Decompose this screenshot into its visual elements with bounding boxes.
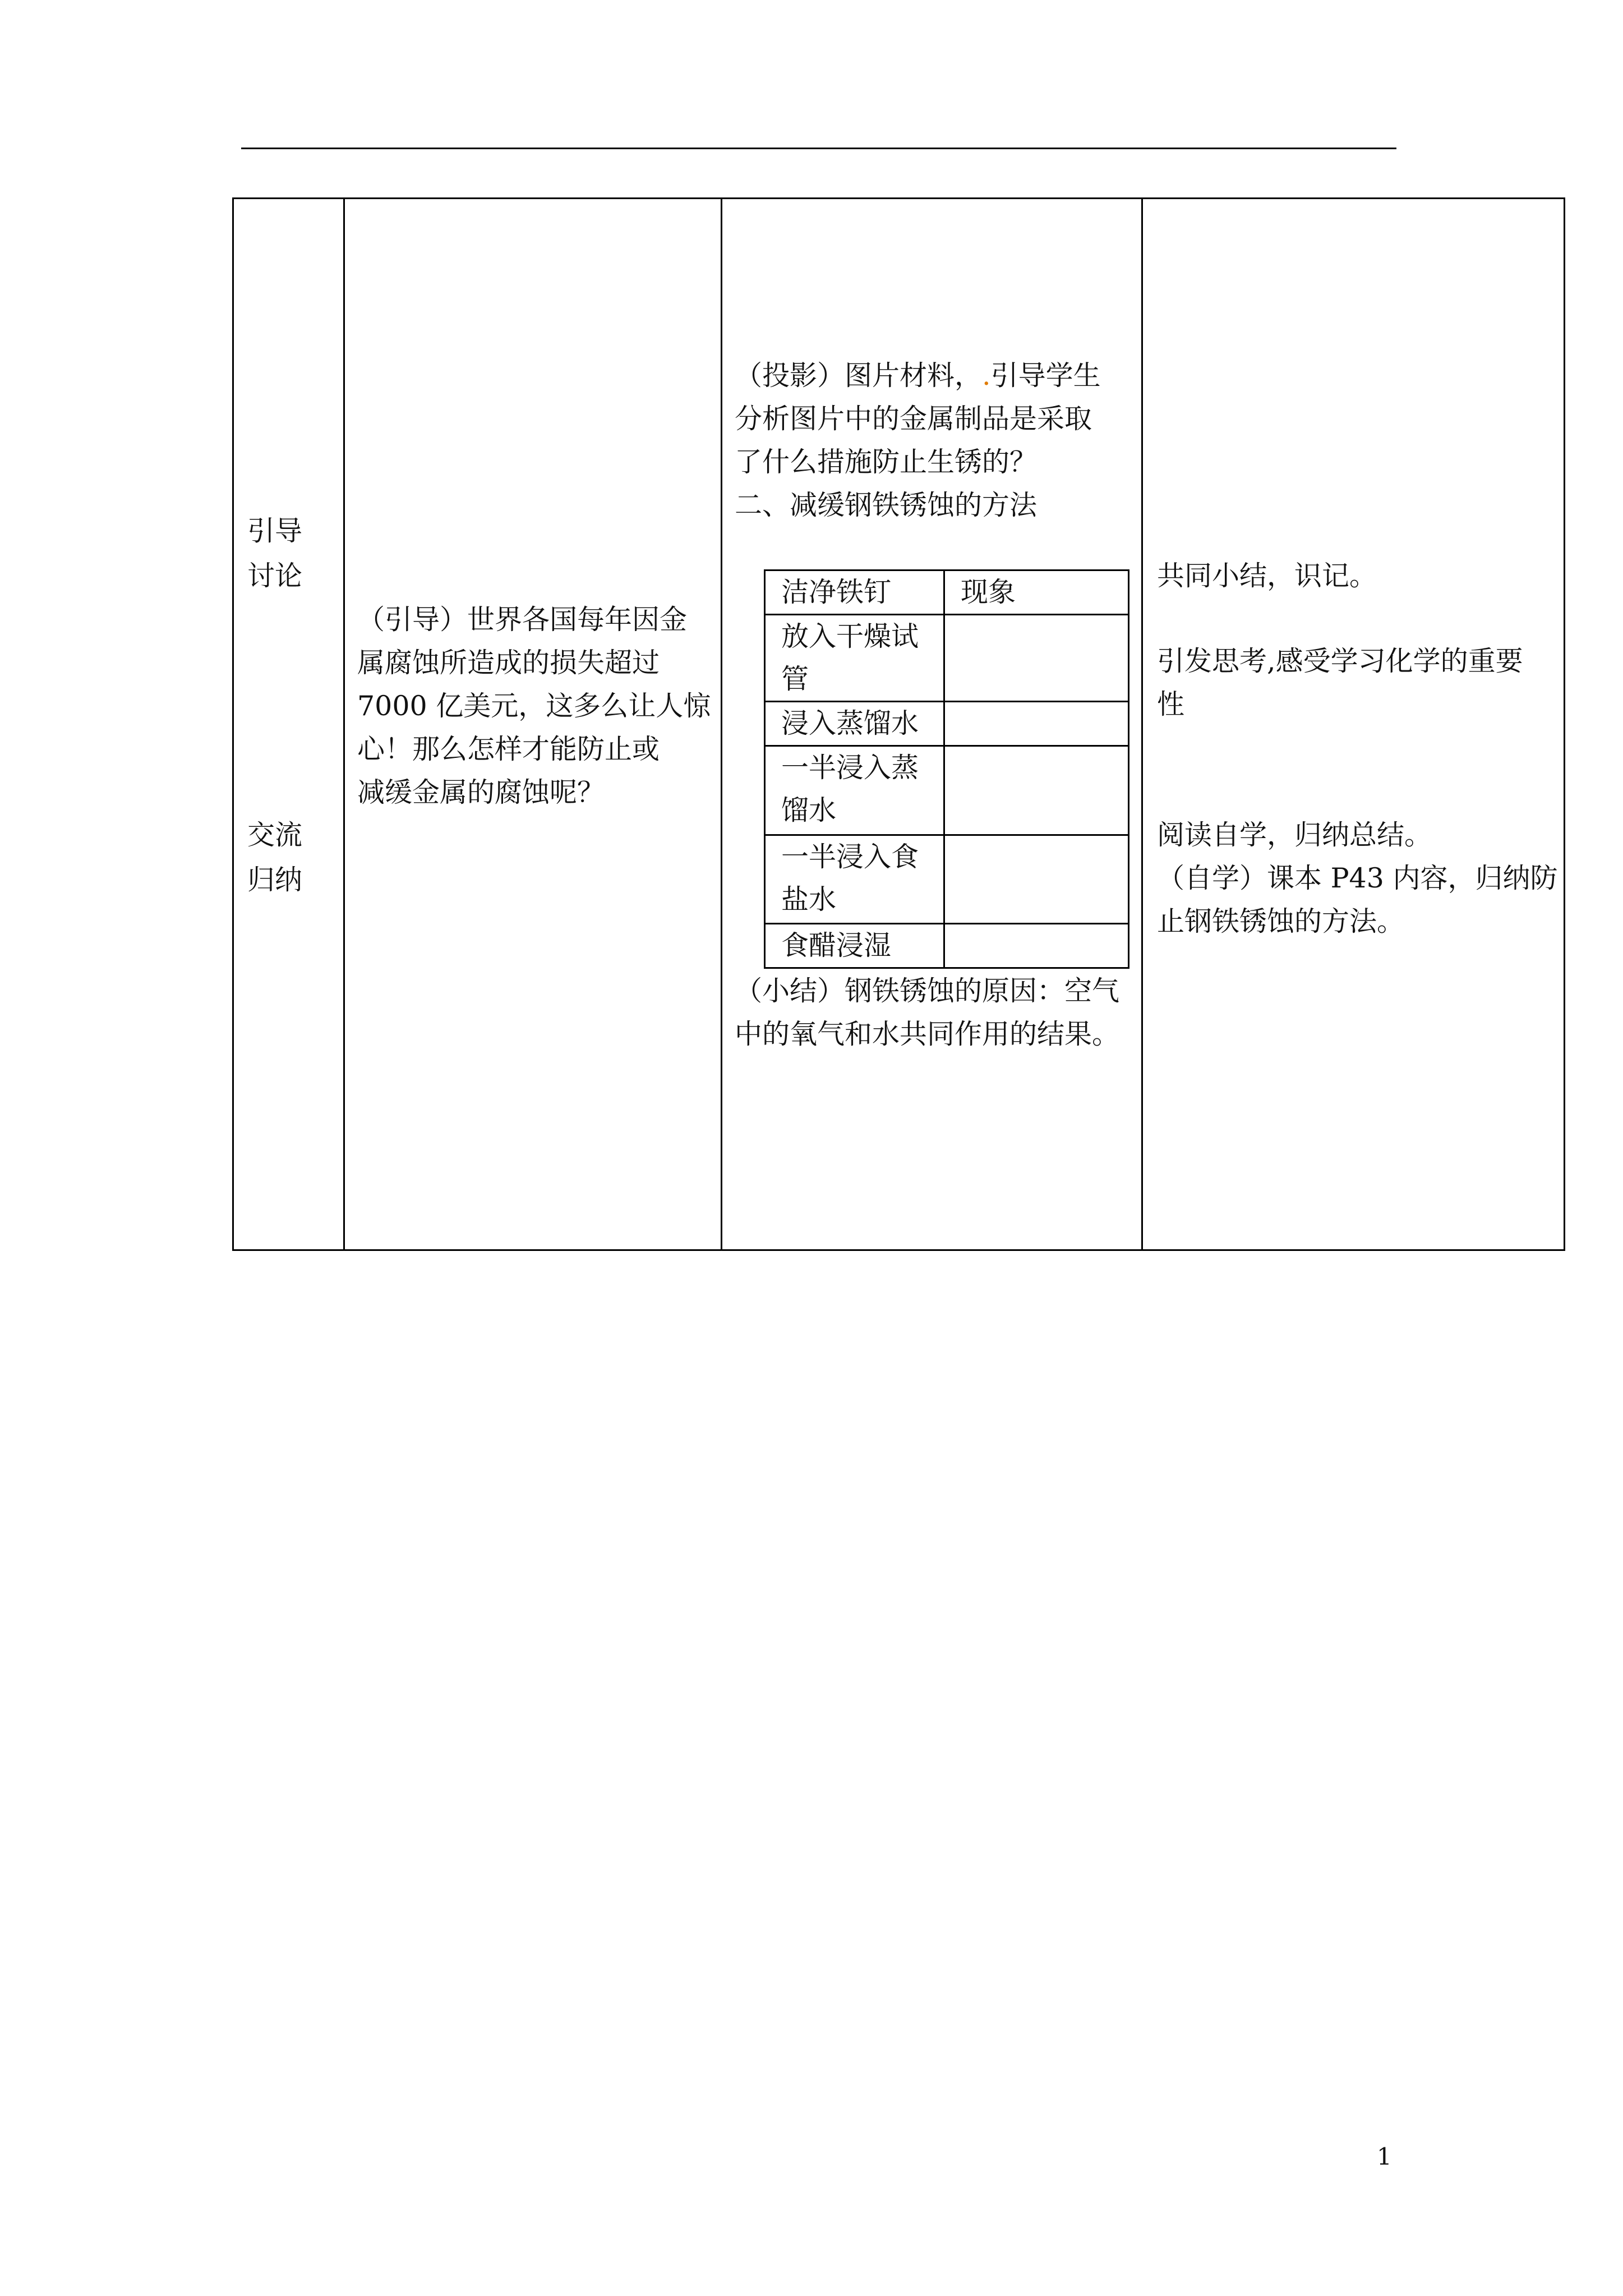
experiment-observation-cell [944, 615, 1129, 702]
experiment-condition-cell: 食醋浸湿 [765, 923, 944, 968]
teacher-text-line: 7000 亿美元，这多么让人惊 [357, 690, 711, 722]
column-divider [343, 199, 345, 1249]
student-text-line: 止钢铁锈蚀的方法。 [1157, 905, 1405, 937]
experiment-table-row [765, 923, 1129, 968]
experiment-table-row [765, 746, 1129, 835]
column-divider [1141, 199, 1143, 1249]
experiment-observation-cell [944, 702, 1129, 746]
summary-text-line: 中的氧气和水共同作用的结果。 [735, 1018, 1120, 1050]
content-text-part: （投影）图片材料， [735, 360, 983, 392]
teacher-text-line: 属腐蚀所造成的损失超过 [357, 647, 660, 679]
experiment-observation-cell [944, 746, 1129, 835]
header-rule [241, 148, 1396, 149]
student-text-line: （自学）课本 P43 内容，归纳防 [1157, 862, 1558, 894]
experiment-table-row [765, 615, 1129, 702]
content-text-line [735, 352, 1101, 399]
student-text-line: 性 [1157, 688, 1185, 720]
stage-label: 归纳 [247, 864, 303, 896]
stage-label: 引导 [247, 515, 303, 547]
teacher-text-line: 心！那么怎样才能防止或 [357, 733, 660, 765]
experiment-condition-cell: 一半浸入蒸馏水 [765, 746, 944, 835]
summary-text-line: （小结）钢铁锈蚀的原因：空气 [735, 975, 1120, 1007]
experiment-observation-cell [944, 835, 1129, 923]
orange-dot: . [982, 360, 991, 392]
student-text-line: 引发思考,感受学习化学的重要 [1157, 645, 1523, 677]
stage-label: 交流 [247, 819, 303, 851]
student-text-line: 阅读自学，归纳总结。 [1157, 819, 1432, 851]
column-divider [721, 199, 722, 1249]
experiment-table-row [765, 702, 1129, 746]
stage-label: 讨论 [247, 560, 303, 592]
experiment-table [764, 569, 1129, 969]
page-number: 1 [1377, 2143, 1392, 2170]
content-text-line: 分析图片中的金属制品是采取 [735, 403, 1092, 435]
experiment-condition-cell: 一半浸入食盐水 [765, 835, 944, 923]
experiment-observation-cell [944, 923, 1129, 968]
content-text-line: 了什么措施防止生锈的？ [735, 446, 1038, 478]
experiment-condition-cell: 浸入蒸馏水 [765, 702, 944, 746]
teacher-text-line: 减缓金属的腐蚀呢？ [357, 776, 605, 808]
student-text-line: 共同小结，识记。 [1157, 560, 1377, 592]
section-heading: 二、减缓钢铁锈蚀的方法 [735, 489, 1038, 521]
experiment-header-cell: 现象 [944, 570, 1129, 615]
experiment-table-row [765, 835, 1129, 923]
experiment-condition-cell: 放入干燥试管 [765, 615, 944, 702]
teacher-text-line: （引导）世界各国每年因金 [357, 604, 688, 636]
content-text-part: 引导学生 [990, 360, 1101, 392]
experiment-header-cell: 洁净铁钉 [765, 570, 944, 615]
experiment-table-header [765, 570, 1129, 615]
